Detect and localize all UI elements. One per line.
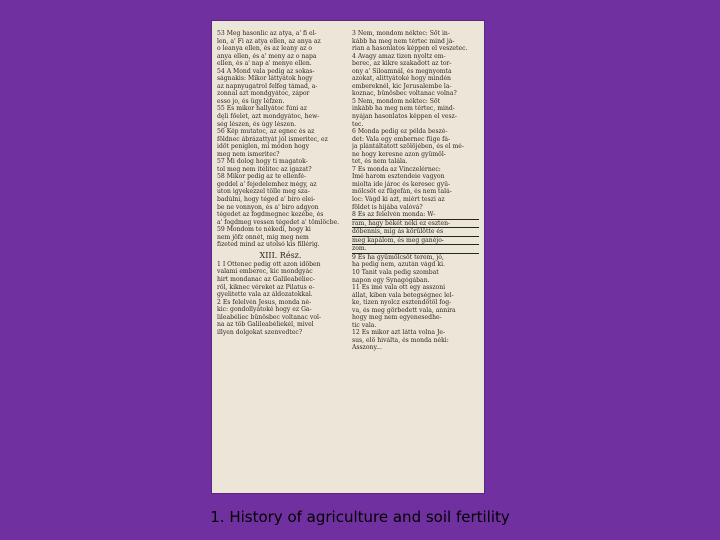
text-line: döbennis, mig ás körülötte és <box>352 228 479 237</box>
text-line: ne hogy keresne azon gyümöl- <box>352 150 446 158</box>
text-line: be ne vonnyon, és a' biro adgyon <box>217 203 319 211</box>
text-line: 6 Monda pedig ez példa beszé- <box>352 128 448 136</box>
text-line: mölcsöt ez fügefán, és nem talá- <box>352 188 452 196</box>
text-line: 1 I Ottenec pedig ott azon idöben <box>217 260 321 268</box>
text-line: geddel a' fejedelemhez mégy, az <box>217 180 317 188</box>
text-line: nyájan hasonlatos képpen el vesz- <box>352 113 457 121</box>
text-line: 57 Mi dolog hogy ti magatok- <box>217 158 308 166</box>
text-line: sus, elö hiválta, és monda néki: <box>352 336 449 344</box>
text-line: tégedet az fogdmegnec kezébe, és <box>217 211 324 219</box>
text-line: tol meg nem itélitec az igazat? <box>217 165 312 173</box>
text-line: napon egy Synagógában. <box>352 276 430 284</box>
text-line: zom. <box>352 245 479 254</box>
text-line: ja plántáltatott szölöjében, és el mé- <box>352 143 464 151</box>
text-line: 9 Es ha gyümölcsöt terem, jó, <box>352 253 444 261</box>
text-line: ke, tizen nyolcz esztendötöl fog- <box>352 299 452 307</box>
text-line: rian a hasonlatos képpen el veszetec. <box>352 45 468 53</box>
text-line: embereknél, kic Jerusalembe la- <box>352 82 452 90</box>
text-line: berec, az kikre szakadott az tor- <box>352 60 452 68</box>
text-line: 3 Nem, mondom néktec: Sőt in- <box>352 30 450 37</box>
text-line: dęli főelet, azt mondgyátoc, hew- <box>217 113 320 121</box>
text-line: röl, kiknec véreket az Pilatus e- <box>217 283 315 291</box>
left-text-column <box>217 30 344 336</box>
text-line: tic vala. <box>352 321 377 329</box>
text-line: fizeted mind az utolsó kis fillérig. <box>217 241 320 249</box>
text-line: Imé harom esztendeie vagyon <box>352 173 445 181</box>
text-line: len, a' Fi az atya ellen, az anya az <box>217 37 321 45</box>
text-line: a' fogdmeg vessen tégedet a' tömlöcbe. <box>217 218 340 226</box>
text-line: 59 Mondom te nékedi, hogy ki <box>217 226 311 234</box>
text-line: ellen, és a' nap a' menye ellen. <box>217 60 312 68</box>
text-line: idöt peniglen, mi módon hogy <box>217 143 310 151</box>
text-line: ség lészen, és úgy lészen. <box>217 120 297 128</box>
text-line: 55 Es mikor hallyátoc fúni az <box>217 105 307 113</box>
text-line: 58 Mikor pedig az te ellenfé- <box>217 173 307 181</box>
text-line: 12 Es mikor azt látta volna Je- <box>352 329 446 337</box>
right-text-column <box>352 30 479 352</box>
text-line: o leanya ellen, és az leany az o <box>217 45 313 53</box>
text-line: na az töb Galileabéliekél, mivel <box>217 321 314 329</box>
text-line: XIII. Rész. <box>259 250 302 260</box>
text-line: 53 Meg hasonlic az atya, a' fi el- <box>217 30 317 37</box>
text-line: det: Vala egy embernec füge fá- <box>352 135 451 143</box>
text-line: 4 Avagy amaz tizen nyoltz em- <box>352 52 446 60</box>
text-line: 56 Kép mutatoc, az egnec és az <box>217 128 315 136</box>
text-line: 11 Es imé vala ott egy asszoni <box>352 284 446 292</box>
text-line: ram, hagy békét néki ez eszten- <box>352 220 479 229</box>
text-line: az napnyugatrol felfeg támad, a- <box>217 82 318 90</box>
text-line: ha pedig nem, azután vágd ki. <box>352 261 445 269</box>
text-line: tet, és nem talála. <box>352 158 408 166</box>
text-line: va, és meg görbedett vala, annira <box>352 306 456 314</box>
text-line: nem jöfz onnét, mig meg nem <box>217 233 309 241</box>
text-line: meg nem ismeritec? <box>217 150 280 158</box>
text-line: állat, kiben vala betegségnec lel- <box>352 291 454 299</box>
scanned-page-image <box>211 20 485 494</box>
text-line: tec. <box>352 120 364 128</box>
text-line: ony a' Siloamnál, és megnyomta <box>352 67 452 75</box>
text-line: hogy meg nem egyenesedhe- <box>352 314 442 322</box>
text-line: koznac, bünösbec voltanac volna? <box>352 90 457 98</box>
text-line: azokat, alittyátoké hogy mindén <box>352 75 451 83</box>
text-line: zonnal azt mondgyátoc, zápor <box>217 90 310 98</box>
slide-caption: 1. History of agriculture and soil fertility <box>210 508 510 526</box>
text-line: 8 Es az felelvén monda: W- <box>352 211 479 220</box>
text-line: illyen dolgokat szenvedtec? <box>217 328 303 336</box>
text-line: uton igyekezzel tölle meg sza- <box>217 188 310 196</box>
text-line: kic: gondollyátoké hogy ez Ga- <box>217 306 312 314</box>
text-line: 5 Nem, mondom néktec: Sőt <box>352 97 441 105</box>
text-line: miolta ide jároc és keresec gyü- <box>352 180 451 188</box>
text-line: földet is hijába valóvá? <box>352 203 423 211</box>
text-line: 7 Es monda az Vinczelérnec: <box>352 165 441 173</box>
text-line: 2 Es felelvén Jesus, monda né- <box>217 298 312 306</box>
text-line: földnec ábrázattyát jól ismeritec, ez <box>217 135 328 143</box>
text-line: gyelitette vala az áldozatokkal. <box>217 291 313 299</box>
text-line: ságnakis: Mikor láttyátok hogy <box>217 75 313 83</box>
text-line: meg kapálom, és meg ganéjo- <box>352 237 479 246</box>
text-line: hirt mondanac az Galileabéliec- <box>217 275 315 283</box>
text-line: Asszony... <box>352 344 382 352</box>
text-line: badúlni, hogy téged a' biro elei- <box>217 196 316 204</box>
text-line: inkább ha meg nem tértec, mind- <box>352 105 455 113</box>
text-line: 10 Tanit vala pedig szombat <box>352 268 439 276</box>
text-line: lileabéliec bünösbec voltanac vol- <box>217 313 322 321</box>
text-line: esso jo, és ügy léfzen. <box>217 97 285 105</box>
text-line: 54 A Mond vala pedig az sokas- <box>217 67 315 75</box>
text-line: loc: Vágd ki azt, miért teszi az <box>352 196 445 204</box>
text-line: valami emberec, kic mondgyác <box>217 268 313 276</box>
text-line: anya ellen, és a' meny az o napa <box>217 52 317 60</box>
text-line: kább ha meg nem tértec mind já- <box>352 37 455 45</box>
